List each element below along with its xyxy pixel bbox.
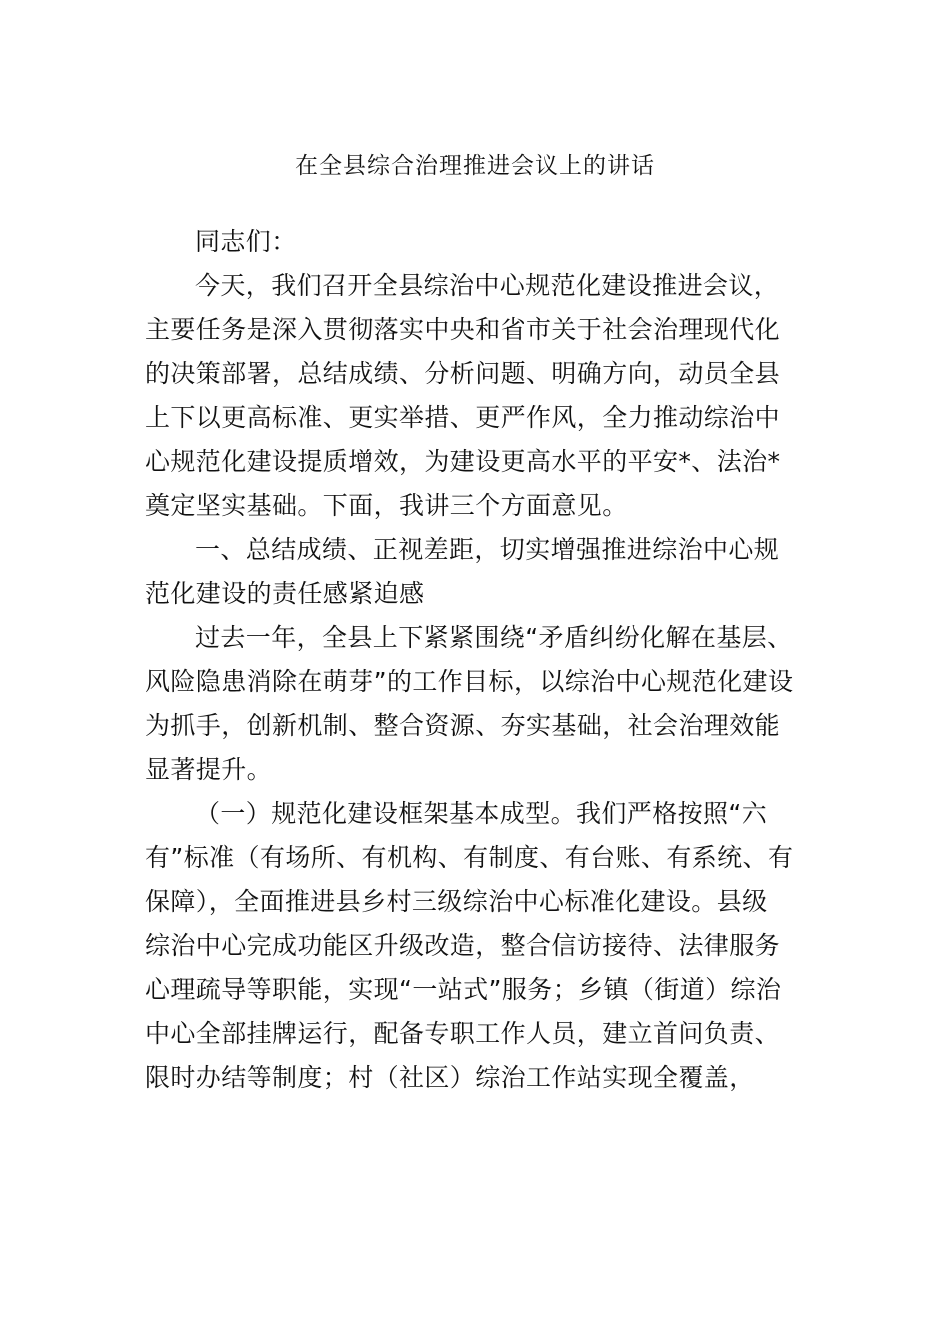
paragraph-line: 心规范化建设提质增效，为建设更高水平的平安*、法治* <box>145 447 781 476</box>
section-heading-line: 范化建设的责任感紧迫感 <box>145 579 425 608</box>
paragraph-line: 保障），全面推进县乡村三级综治中心标准化建设。县级 <box>145 887 768 916</box>
paragraph-line: 过去一年，全县上下紧紧围绕“矛盾纠纷化解在基层、 <box>195 623 793 652</box>
paragraph-line: 显著提升。 <box>145 755 273 784</box>
paragraph-line: 风险隐患消除在萌芽”的工作目标，以综治中心规范化建设 <box>145 667 794 696</box>
paragraph-line: 中心全部挂牌运行，配备专职工作人员，建立首问负责、 <box>145 1019 781 1048</box>
paragraph-line: 心理疏导等职能，实现“一站式”服务；乡镇（街道）综治 <box>145 975 782 1004</box>
paragraph-line: 上下以更高标准、更实举措、更严作风，全力推动综治中 <box>145 403 781 432</box>
salutation-line: 同志们： <box>195 227 297 256</box>
subsection-line: （一）规范化建设框架基本成型。我们严格按照“六 <box>195 799 768 828</box>
paragraph-line: 为抓手，创新机制、整合资源、夯实基础，社会治理效能 <box>145 711 781 740</box>
section-heading-line: 一、总结成绩、正视差距，切实增强推进综治中心规 <box>195 535 780 564</box>
paragraph-line: 今天，我们召开全县综治中心规范化建设推进会议， <box>195 271 780 300</box>
paragraph-line: 综治中心完成功能区升级改造，整合信访接待、法律服务 <box>145 931 781 960</box>
paragraph-line: 主要任务是深入贯彻落实中央和省市关于社会治理现代化 <box>145 315 781 344</box>
paragraph-line: 有”标准（有场所、有机构、有制度、有台账、有系统、有 <box>145 843 794 872</box>
document-body <box>145 220 810 1100</box>
paragraph-line: 奠定坚实基础。下面，我讲三个方面意见。 <box>145 491 628 520</box>
document-title: 在全县综合治理推进会议上的讲话 <box>295 153 655 179</box>
paragraph-line: 的决策部署，总结成绩、分析问题、明确方向，动员全县 <box>145 359 781 388</box>
paragraph-line: 限时办结等制度；村（社区）综治工作站实现全覆盖， <box>145 1063 755 1092</box>
